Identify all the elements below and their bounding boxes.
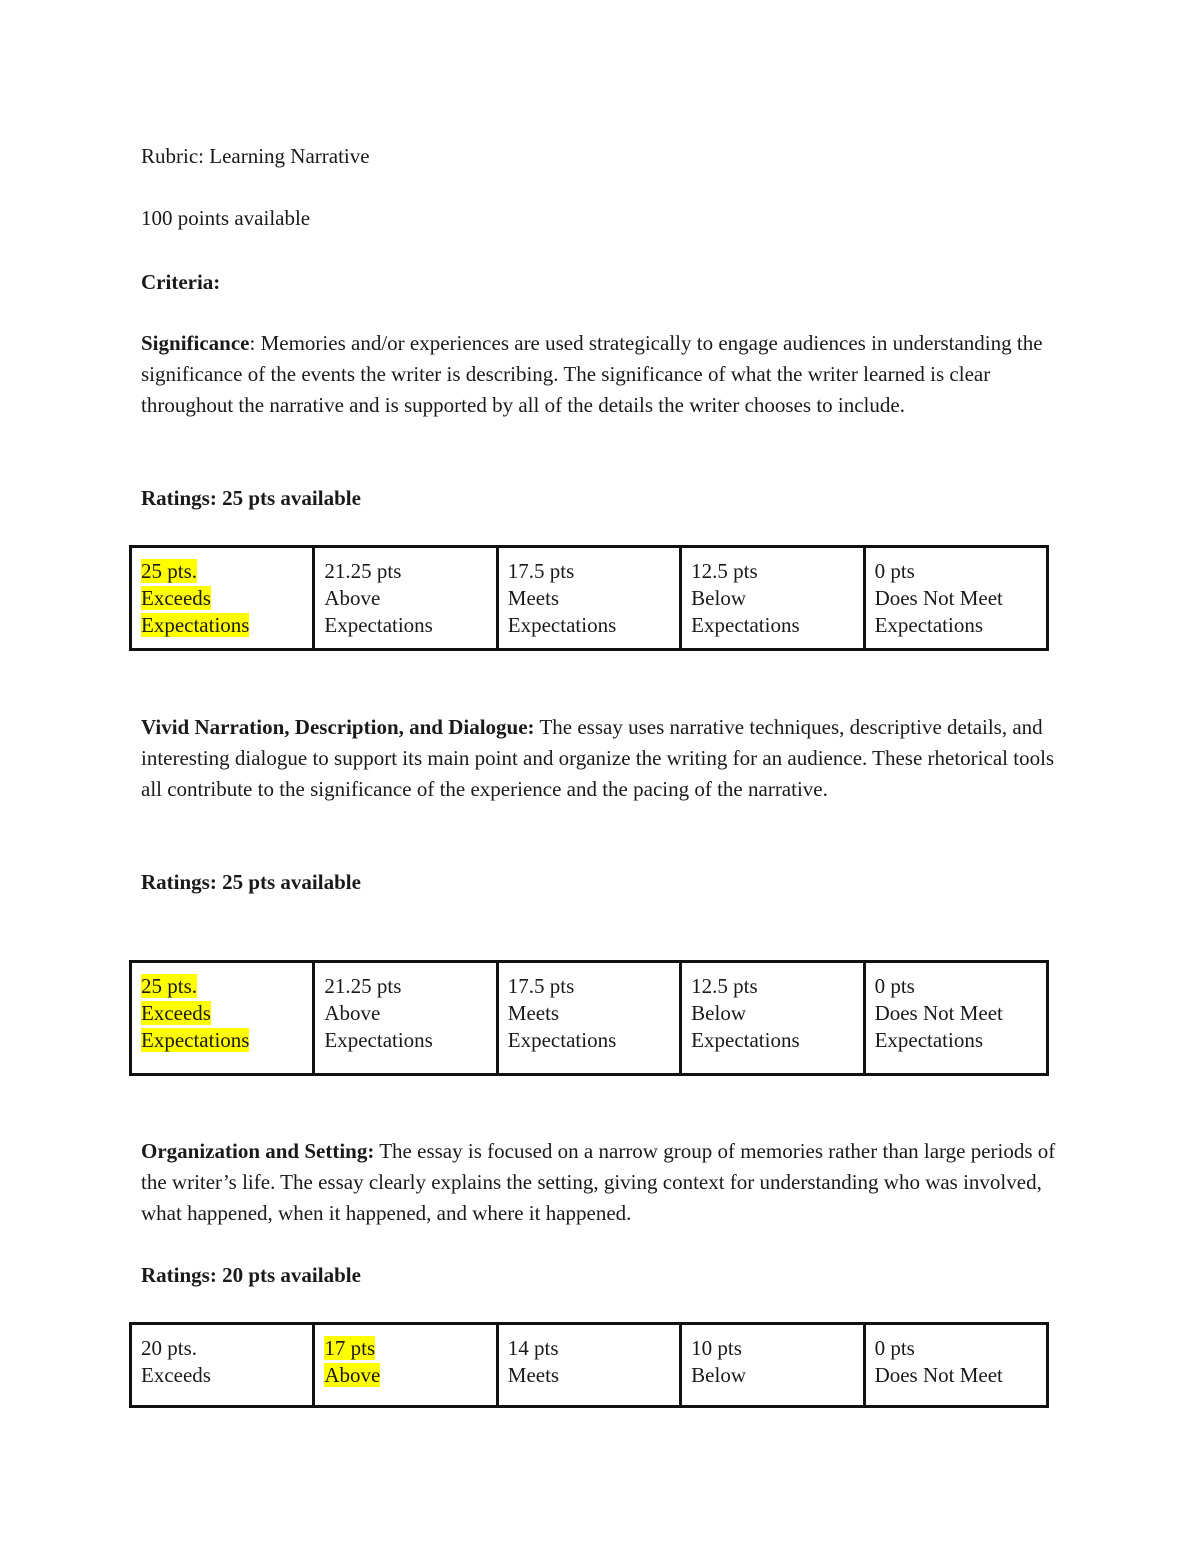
section-organization-setting xyxy=(141,1136,1071,1229)
cell-label: Meets xyxy=(507,586,560,610)
rating-cell xyxy=(864,547,1047,650)
cell-label: Expectations xyxy=(141,1028,250,1052)
section-vivid-narration xyxy=(141,712,1071,805)
cell-label: Expectations xyxy=(324,1028,433,1052)
section-name: Vivid Narration, Description, and Dialogue: xyxy=(141,715,535,739)
cell-points: 0 pts xyxy=(874,559,915,583)
section-ratings: Ratings: 25 pts available xyxy=(141,870,361,894)
rating-cell xyxy=(681,1324,864,1407)
rating-cell xyxy=(497,547,680,650)
cell-label: Expectations xyxy=(141,613,250,637)
cell-label: Below xyxy=(691,1001,746,1025)
cell-points: 17 pts xyxy=(324,1336,376,1360)
section-name-suffix: : xyxy=(249,331,256,355)
rating-table-organization-setting xyxy=(129,1322,1049,1408)
criteria-heading: Criteria: xyxy=(141,270,221,294)
cell-label: Expectations xyxy=(874,1028,984,1052)
cell-points: 14 pts xyxy=(507,1336,559,1360)
cell-points: 0 pts xyxy=(874,974,915,998)
section-name: Organization and Setting: xyxy=(141,1139,375,1163)
rating-cell xyxy=(681,962,864,1075)
rating-cell xyxy=(864,1324,1047,1407)
cell-label: Expectations xyxy=(691,613,800,637)
cell-label: Does Not Meet xyxy=(874,1363,1003,1387)
rating-table-significance xyxy=(129,545,1049,651)
cell-label: Expectations xyxy=(507,613,617,637)
cell-label: Exceeds xyxy=(141,1001,211,1025)
section-description: The essay uses narrative techniques, descriptive details, and interesting dialogue to support its main point and organize the writing for an audience. These rhetorical tools all contribute to the significance of the experience and the pacing of the narrative. xyxy=(141,715,1055,801)
cell-label: Expectations xyxy=(507,1028,617,1052)
cell-points: 25 pts. xyxy=(141,559,198,583)
points-available: 100 points available xyxy=(141,206,311,230)
cell-label: Above xyxy=(324,1001,381,1025)
table-row xyxy=(131,1324,1048,1407)
rating-cell xyxy=(131,547,314,650)
cell-label: Expectations xyxy=(691,1028,800,1052)
table-row xyxy=(131,962,1048,1075)
cell-points: 17.5 pts xyxy=(507,974,575,998)
cell-points: 21.25 pts xyxy=(324,974,402,998)
rating-cell xyxy=(497,962,680,1075)
cell-label: Meets xyxy=(507,1001,560,1025)
cell-points: 12.5 pts xyxy=(691,559,758,583)
cell-label: Meets xyxy=(507,1363,560,1387)
document-title: Rubric: Learning Narrative xyxy=(141,144,370,168)
section-description: Memories and/or experiences are used strategically to engage audiences in understanding the significance of the events the writer is describing. The significance of what the writer learned is clear throughout the narrative and is supported by all of the details the writer chooses to include. xyxy=(141,331,1043,417)
cell-label: Below xyxy=(691,1363,746,1387)
rating-cell xyxy=(864,962,1047,1075)
section-name: Significance xyxy=(141,331,250,355)
cell-label: Above xyxy=(324,1363,381,1387)
section-ratings: Ratings: 20 pts available xyxy=(141,1263,361,1287)
table-row xyxy=(131,547,1048,650)
rating-cell xyxy=(314,962,497,1075)
rating-table-vivid-narration xyxy=(129,960,1049,1076)
cell-label: Does Not Meet xyxy=(874,586,1003,610)
cell-points: 0 pts xyxy=(874,1336,915,1360)
rating-cell xyxy=(681,547,864,650)
cell-label: Below xyxy=(691,586,746,610)
rating-cell xyxy=(314,547,497,650)
section-ratings: Ratings: 25 pts available xyxy=(141,486,361,510)
cell-points: 21.25 pts xyxy=(324,559,402,583)
cell-label: Exceeds xyxy=(141,586,211,610)
rating-cell xyxy=(314,1324,497,1407)
rating-cell xyxy=(131,1324,314,1407)
section-significance xyxy=(141,328,1071,421)
section-description: The essay is focused on a narrow group of memories rather than large periods of the writer’s life. The essay clearly explains the setting, giving context for understanding who was involved, what happened, when it happened, and where it happened. xyxy=(141,1139,1056,1225)
cell-points: 20 pts. xyxy=(141,1336,198,1360)
cell-label: Exceeds xyxy=(141,1363,211,1387)
cell-label: Expectations xyxy=(324,613,433,637)
cell-points: 12.5 pts xyxy=(691,974,758,998)
cell-points: 10 pts xyxy=(691,1336,742,1360)
cell-label: Does Not Meet xyxy=(874,1001,1003,1025)
cell-label: Expectations xyxy=(874,613,984,637)
cell-label: Above xyxy=(324,586,381,610)
rating-cell xyxy=(497,1324,680,1407)
rating-cell xyxy=(131,962,314,1075)
cell-points: 17.5 pts xyxy=(507,559,575,583)
cell-points: 25 pts. xyxy=(141,974,198,998)
